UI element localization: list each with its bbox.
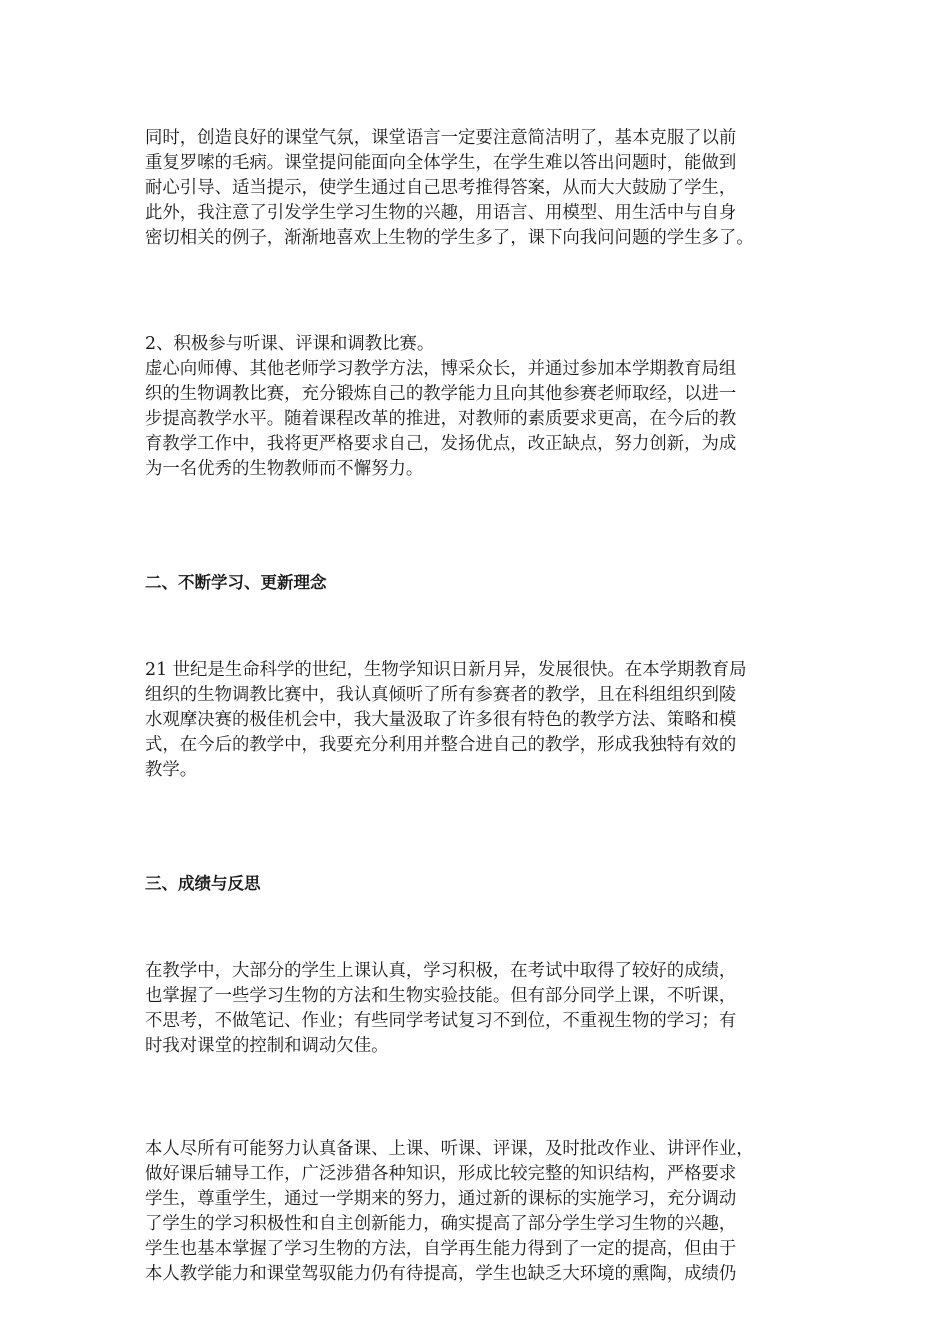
text-line: 为一名优秀的生物教师而不懈努力。 [145, 459, 424, 479]
text-line: 组织的生物调教比赛中，我认真倾听了所有参赛者的教学，且在科组组织到陵 [145, 685, 737, 705]
text-line: 重复罗嗦的毛病。课堂提问能面向全体学生，在学生难以答出问题时，能做到 [145, 153, 737, 173]
text-line: 步提高教学水平。随着课程改革的推进，对教师的素质要求更高，在今后的教 [145, 409, 737, 429]
document-page [145, 126, 810, 1287]
spacer [145, 896, 810, 959]
paragraph-classroom [145, 126, 810, 251]
text-line: 时我对课堂的控制和调动欠佳。 [145, 1036, 389, 1056]
text-line: 21 世纪是生命科学的世纪，生物学知识日新月异，发展很快。在本学期教育局 [145, 660, 747, 680]
text-line: 不思考，不做笔记、作业；有些同学考试复习不到位，不重视生物的学习；有 [145, 1011, 737, 1031]
spacer [145, 251, 810, 332]
text-line: 此外，我注意了引发学生学习生物的兴趣，用语言、用模型、用生活中与自身 [145, 203, 737, 223]
section-heading-results: 三、成绩与反思 [145, 874, 261, 893]
paragraph-lesson-observation [145, 332, 810, 482]
text-line: 教学。 [145, 760, 198, 780]
spacer [145, 783, 810, 871]
text-line: 学生也基本掌握了学习生物的方法，自学再生能力得到了一定的提高，但由于 [145, 1239, 737, 1259]
paragraph-student-performance [145, 959, 810, 1059]
text-line: 式，在今后的教学中，我要充分利用并整合进自己的教学，形成我独特有效的 [145, 735, 737, 755]
text-line: 密切相关的例子，渐渐地喜欢上生物的学生多了，课下向我问问题的学生多了。 [145, 228, 754, 248]
text-line: 本人尽所有可能努力认真备课、上课、听课、评课，及时批改作业、讲评作业， [145, 1139, 754, 1159]
spacer [145, 482, 810, 570]
text-line: 育教学工作中，我将更严格要求自己，发扬优点，改正缺点，努力创新，为成 [145, 434, 737, 454]
section-heading-learning: 二、不断学习、更新理念 [145, 573, 327, 592]
text-line: 虚心向师傅、其他老师学习教学方法，博采众长，并通过参加本学期教育局组 [145, 359, 737, 379]
text-line: 耐心引导、适当提示，使学生通过自己思考推得答案，从而大大鼓励了学生， [145, 178, 737, 198]
paragraph-self-reflection [145, 1137, 810, 1287]
text-line: 学生，尊重学生，通过一学期来的努力，通过新的课标的实施学习，充分调动 [145, 1189, 737, 1209]
spacer [145, 595, 810, 658]
text-line: 水观摩决赛的极佳机会中，我大量汲取了许多很有特色的教学方法、策略和模 [145, 710, 737, 730]
text-line: 也掌握了一些学习生物的方法和生物实验技能。但有部分同学上课，不听课， [145, 986, 737, 1006]
spacer [145, 1059, 810, 1137]
text-line: 在教学中，大部分的学生上课认真，学习积极，在考试中取得了较好的成绩， [145, 961, 737, 981]
text-line: 同时，创造良好的课堂气氛，课堂语言一定要注意简洁明了，基本克服了以前 [145, 128, 737, 148]
text-line: 织的生物调教比赛，充分锻炼自己的教学能力且向其他参赛老师取经，以进一 [145, 384, 737, 404]
text-line: 了学生的学习积极性和自主创新能力，确实提高了部分学生学习生物的兴趣， [145, 1214, 737, 1234]
text-line: 做好课后辅导工作，广泛涉猎各种知识，形成比较完整的知识结构，严格要求 [145, 1164, 737, 1184]
text-line: 2、积极参与听课、评课和调教比赛。 [145, 334, 435, 354]
text-line: 本人教学能力和课堂驾驭能力仍有待提高，学生也缺乏大环境的熏陶，成绩仍 [145, 1264, 737, 1284]
paragraph-life-science [145, 658, 810, 783]
